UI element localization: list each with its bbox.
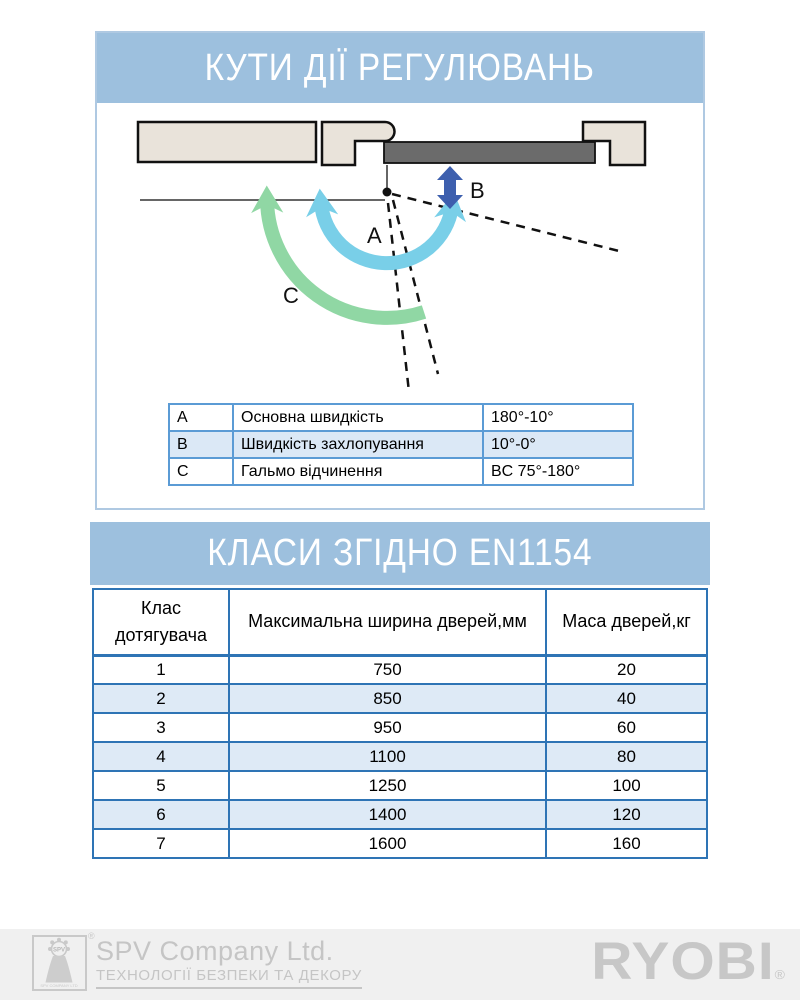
table-row: [93, 713, 707, 742]
cell-class: 5: [93, 771, 229, 800]
col-header-mass: Маса дверей,кг: [546, 589, 707, 655]
door-leaf-closed: [384, 142, 595, 163]
legend-label: Гальмо відчинення: [233, 458, 483, 485]
arrow-b-latch-speed: [437, 166, 463, 209]
angles-panel: [95, 31, 705, 510]
table-row: [93, 684, 707, 713]
cell-mass: 20: [546, 655, 707, 684]
legend-key: B: [169, 431, 233, 458]
dashed-door-positions: [388, 194, 619, 392]
table-row: [169, 404, 633, 431]
label-c: C: [283, 283, 299, 308]
legend-label: Швидкість захлопування: [233, 431, 483, 458]
cell-mass: 40: [546, 684, 707, 713]
legend-key: A: [169, 404, 233, 431]
label-a: A: [367, 223, 382, 248]
table-row: [93, 800, 707, 829]
spv-lock-icon: [34, 937, 85, 989]
table-header-row: [93, 589, 707, 655]
spv-company-block: [96, 937, 362, 989]
legend-key: C: [169, 458, 233, 485]
en1154-classes-table: [92, 588, 708, 859]
cell-class: 1: [93, 655, 229, 684]
classes-header-band: [90, 522, 710, 585]
cell-width: 1100: [229, 742, 546, 771]
spv-tagline: ТЕХНОЛОГІЇ БЕЗПЕКИ ТА ДЕКОРУ: [96, 967, 362, 985]
col-header-class: Клас дотягувача: [93, 589, 229, 655]
door-frame-section: [138, 122, 645, 165]
table-row: [93, 655, 707, 684]
cell-width: 850: [229, 684, 546, 713]
footer-strip: [0, 929, 800, 1000]
cell-mass: 100: [546, 771, 707, 800]
cell-width: 1250: [229, 771, 546, 800]
svg-text:SPV COMPANY LTD: SPV COMPANY LTD: [40, 983, 78, 988]
table-row: [169, 431, 633, 458]
classes-title: КЛАСИ ЗГІДНО EN1154: [207, 532, 593, 574]
label-b: B: [470, 178, 485, 203]
table-row: [93, 742, 707, 771]
cell-mass: 60: [546, 713, 707, 742]
spv-company-name: SPV Company Ltd.: [96, 936, 334, 966]
cell-width: 750: [229, 655, 546, 684]
table-row: [93, 771, 707, 800]
legend-value: 10°-0°: [483, 431, 633, 458]
legend-value: BC 75°-180°: [483, 458, 633, 485]
spv-logo: [32, 935, 87, 991]
cell-mass: 160: [546, 829, 707, 858]
cell-class: 2: [93, 684, 229, 713]
svg-text:SPV: SPV: [52, 947, 66, 954]
angles-title: КУТИ ДІЇ РЕГУЛЮВАНЬ: [204, 46, 596, 89]
legend-value: 180°-10°: [483, 404, 633, 431]
spv-registered-mark: ®: [88, 931, 95, 941]
arc-a-main-speed: [321, 203, 452, 263]
legend-label: Основна швидкість: [233, 404, 483, 431]
table-row: [93, 829, 707, 858]
cell-mass: 80: [546, 742, 707, 771]
table-row: [169, 458, 633, 485]
col-header-width: Максимальна ширина дверей,мм: [229, 589, 546, 655]
angles-header-band: [97, 33, 703, 103]
ryobi-brand-text: RYOBI: [591, 931, 775, 991]
cell-width: 1400: [229, 800, 546, 829]
cell-class: 3: [93, 713, 229, 742]
cell-width: 950: [229, 713, 546, 742]
cell-class: 4: [93, 742, 229, 771]
cell-mass: 120: [546, 800, 707, 829]
ryobi-registered-mark: ®: [774, 966, 786, 982]
cell-class: 6: [93, 800, 229, 829]
door-closer-angle-diagram: [97, 103, 701, 405]
cell-class: 7: [93, 829, 229, 858]
angles-legend-table: [168, 403, 634, 486]
ryobi-logo: [591, 931, 786, 992]
pivot-point: [383, 188, 392, 197]
cell-width: 1600: [229, 829, 546, 858]
